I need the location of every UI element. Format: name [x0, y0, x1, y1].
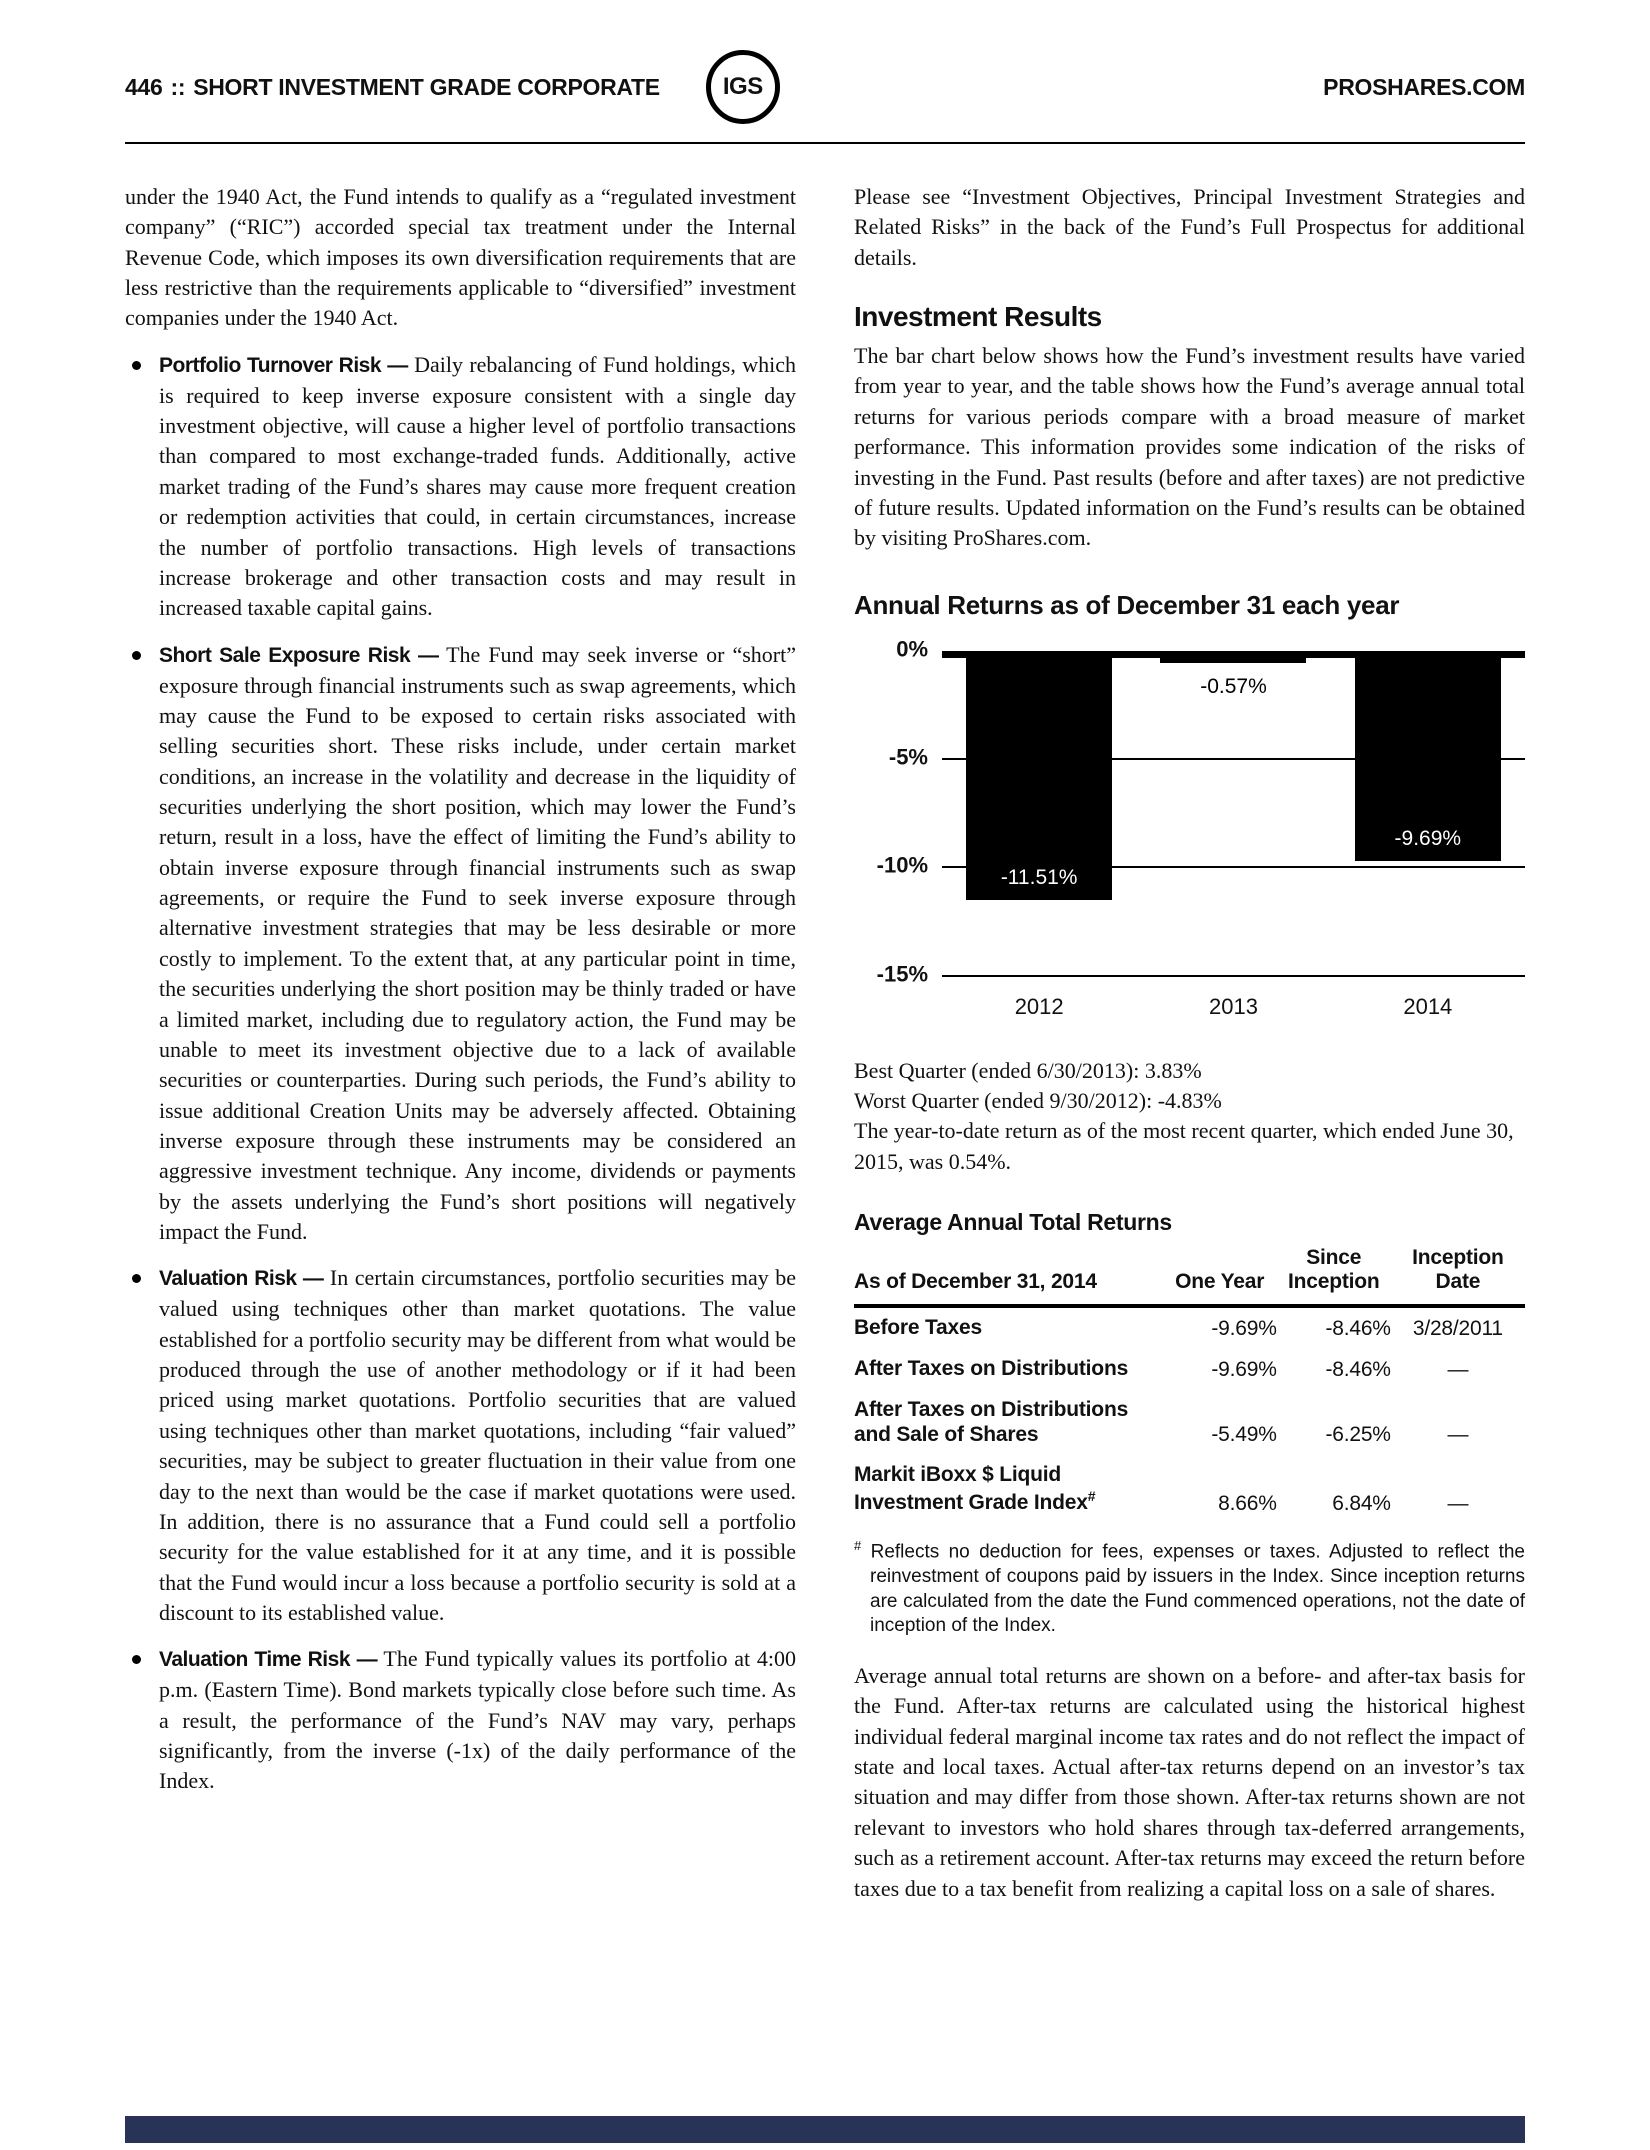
fund-name: SHORT INVESTMENT GRADE CORPORATE [193, 73, 660, 100]
average-annual-total-returns-section [854, 1209, 1525, 1524]
x-tick-label: 2012 [1014, 993, 1064, 1019]
footer-bar [125, 2116, 1525, 2143]
risk-bullet-portfolio-turnover [125, 350, 796, 624]
index-footnote-marker: # [1087, 1488, 1096, 1505]
one-year-value: -9.69% [1211, 1357, 1277, 1381]
risk-bullet-short-sale-exposure [125, 640, 796, 1248]
risk-text: In certain circumstances, portfolio securities may be valued using techniques other than market quotations. The value established for a portfolio security may be different from what would be produced through the use of another methodology or if it had been priced using market quotations. Portfolio securities that are valued using techniques other than market quotations, including “fair valued” securities, may be subject to greater fluctuation in their value from one day to the next than would be the case if market quotations were used. In addition, there is no assurance that a Fund could sell a portfolio security for the value established for it at any time, and it is possible that the Fund would incur a loss because a portfolio security is sold at a discount to its established value. [159, 1265, 796, 1625]
left-column [125, 182, 796, 1904]
col-header-one-year: One Year [1163, 1238, 1277, 1306]
y-tick-label: -15% [876, 961, 928, 987]
risk-bullet-valuation-time [125, 1644, 796, 1796]
one-year-value: 8.66% [1218, 1491, 1277, 1515]
col-header-inception-date: Inception Date [1391, 1238, 1525, 1306]
chart-title: Annual Returns as of December 31 each year [854, 589, 1400, 620]
risk-text: Daily rebalancing of Fund holdings, which is required to keep inverse exposure consistent with a single day investment objective, will cause a higher level of portfolio transactions than compared to most exchange-traded funds. Additionally, active market trading of the Fund’s shares may cause more frequent creation or redemption activities that could, in certain circumstances, increase the number of portfolio transactions. High levels of transactions increase brokerage and other transaction costs and may result in increased taxable capital gains. [159, 351, 796, 621]
since-inception-value: -8.46% [1325, 1317, 1391, 1341]
igs-ticker-logo [706, 50, 780, 124]
table-row-after-taxes-distributions-sale [854, 1390, 1525, 1456]
see-prospectus-paragraph: Please see “Investment Objectives, Principal Investment Strategies and Related Risks” in the back of the Fund’s Full Prospectus for additional details. [854, 184, 1525, 270]
y-tick-label: -10% [876, 852, 928, 878]
bar-value-label: -11.51% [1000, 865, 1078, 889]
since-inception-value: -8.46% [1325, 1357, 1391, 1381]
proshares-url: PROSHARES.COM [1323, 73, 1525, 100]
table-row-markit-iboxx-index [854, 1455, 1525, 1524]
right-column [854, 182, 1525, 1904]
inception-date-value: — [1447, 1491, 1469, 1515]
x-tick-label: 2014 [1403, 993, 1453, 1019]
header-rule [125, 142, 1525, 144]
chart-y-axis [854, 636, 942, 987]
ticker-label: IGS [722, 73, 763, 100]
header-left [125, 74, 660, 101]
risk-text: The Fund typically values its portfolio at 4:00 p.m. (Eastern Time). Bond markets typically close before such time. As a result, the performance of the Fund’s NAV may vary, perhaps significantly, from the inverse (-1x) of the daily performance of the Index. [159, 1646, 796, 1794]
zero-gridline [942, 651, 1525, 658]
chart-x-axis [942, 994, 1525, 1020]
quarter-performance-notes [854, 1056, 1525, 1177]
col-header-since-inception: Since Inception [1277, 1238, 1391, 1306]
bar-value-label: -9.69% [1394, 826, 1462, 850]
after-tax-explanation-paragraph: Average annual total returns are shown on a before- and after-tax basis for the Fund. After-tax returns are calculated using the historical highest individual federal marginal income tax rates and do not reflect the impact of state and local taxes. Actual after-tax returns depend on an investor’s tax situation and may differ from those shown. After-tax returns shown are not relevant to investors who hold shares through tax-deferred arrangements, such as a retirement account. After-tax returns may exceed the return before taxes due to a tax benefit from realizing a capital loss on a sale of shares. [854, 1662, 1525, 1901]
risk-title: Valuation Time Risk — [159, 1648, 378, 1672]
y-tick-label: 0% [896, 636, 928, 662]
inception-date-value: — [1447, 1423, 1469, 1447]
table-row-before-taxes [854, 1306, 1525, 1349]
since-inception-value: -6.25% [1325, 1423, 1391, 1447]
risk-title: Valuation Risk — [159, 1267, 324, 1291]
row-label: Before Taxes [854, 1316, 982, 1340]
returns-table-header-row [854, 1238, 1525, 1306]
inception-date-value: 3/28/2011 [1412, 1317, 1503, 1341]
inception-date-value: — [1447, 1357, 1469, 1381]
ric-paragraph: under the 1940 Act, the Fund intends to qualify as a “regulated investment company” (“RIC”) accorded special tax treatment under the Internal Revenue Code, which imposes its own diversification requirements that are less restrictive than the requirements applicable to “diversified” investment companies under the 1940 Act. [125, 184, 796, 331]
x-tick-label: 2013 [1209, 993, 1258, 1019]
risk-text: The Fund may seek inverse or “short” exposure through financial instruments such as swap agreements, which may cause the Fund to be exposed to certain risks associated with selling securities short. These risks include, under certain market conditions, an increase in the volatility and decrease in the liquidity of securities underlying the short position, which may lower the Fund’s return, result in a loss, have the effect of limiting the Fund’s ability to obtain inverse exposure through financial instruments such as swap agreements, or require the Fund to seek inverse exposure through alternative investment strategies that may be less desirable or more costly to implement. To the extent that, at any particular point in time, the securities underlying the short position may be thinly traded or have a limited market, including due to regulatory action, the Fund may be unable to meet its investment objective due to a lack of available securities or counterparties. During such periods, the Fund’s ability to issue additional Creation Units may be adversely affected. Obtaining inverse exposure through these instruments may be considered an aggressive investment technique. Any income, dividends or payments by the assets underlying the Fund’s short positions will negatively impact the Fund. [159, 641, 796, 1245]
chart-bars [942, 651, 1525, 976]
index-footnote [854, 1538, 1525, 1639]
bullet-icon [132, 1655, 141, 1664]
footnote-marker: # [854, 1537, 862, 1553]
best-quarter-line: Best Quarter (ended 6/30/2013): 3.83% [854, 1057, 1202, 1083]
annual-returns-chart [854, 636, 1525, 1020]
bullet-icon [132, 361, 141, 370]
one-year-value: -5.49% [1211, 1423, 1277, 1447]
investment-results-heading: Investment Results [854, 301, 1102, 333]
worst-quarter-line: Worst Quarter (ended 9/30/2012): -4.83% [854, 1087, 1222, 1113]
since-inception-value: 6.84% [1332, 1491, 1391, 1515]
ytd-return-line: The year-to-date return as of the most recent quarter, which ended June 30, 2015, was 0.54%. [854, 1118, 1514, 1174]
risk-title: Short Sale Exposure Risk — [159, 643, 439, 667]
bullet-icon [132, 1274, 141, 1283]
y-tick-label: -5% [888, 744, 928, 770]
returns-table [854, 1238, 1525, 1524]
investment-results-paragraph: The bar chart below shows how the Fund’s investment results have varied from year to year, and the table shows how the Fund’s average annual total returns for various periods compare with a broad measure of market performance. This information provides some indication of the risks of investing in the Fund. Past results (before and after taxes) are not predictive of future results. Updated information on the Fund’s results can be obtained by visiting ProShares.com. [854, 343, 1525, 551]
col-header-as-of: As of December 31, 2014 [854, 1238, 1163, 1306]
bar-value-label: -0.57% [1200, 674, 1267, 698]
risk-bullet-valuation [125, 1263, 796, 1628]
chart-plot-area [942, 651, 1525, 976]
row-label: After Taxes on Distributions [854, 1357, 1129, 1381]
returns-table-heading: Average Annual Total Returns [854, 1209, 1172, 1236]
two-column-layout [125, 182, 1525, 1904]
bullet-icon [132, 651, 141, 660]
row-label: After Taxes on Distributions and Sale of Shares [854, 1397, 1129, 1446]
one-year-value: -9.69% [1211, 1317, 1277, 1341]
bar-2014 [1355, 651, 1501, 861]
footnote-text: Reflects no deduction for fees, expenses or taxes. Adjusted to reflect the reinvestment of coupons paid by issuers in the Index. Since inception returns are calculated from the date the Fund commenced operations, not the date of inception of the Index. [861, 1541, 1525, 1637]
bar-2012 [966, 651, 1112, 900]
table-row-after-taxes-distributions [854, 1349, 1525, 1390]
page-header [125, 44, 1525, 130]
risk-title: Portfolio Turnover Risk — [159, 353, 408, 377]
row-label: Markit iBoxx $ Liquid Investment Grade Index# [854, 1463, 1096, 1515]
header-separator: :: [170, 73, 186, 100]
page-number: 446 [125, 73, 163, 100]
